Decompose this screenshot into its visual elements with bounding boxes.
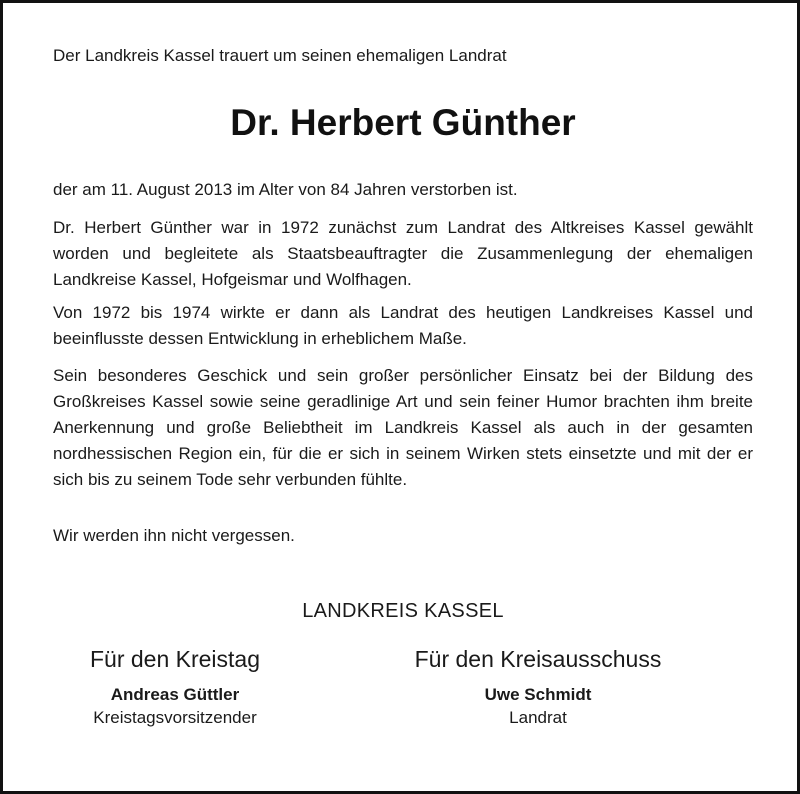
paragraph-tenure: Von 1972 bis 1974 wirkte er dann als Landrat des heutigen Landkreises Kassel und beeinflusste dessen Entwicklung in erheblichem Maße. [53,303,753,348]
signatory-role: Kreistagsvorsitzender [93,708,257,727]
signature-block-kreistag [15,643,335,730]
signature-heading: Für den Kreisausschuss [414,646,662,672]
organization-name: LANDKREIS KASSEL [302,600,504,622]
paragraph-tribute: Sein besonderes Geschick und sein großer persönlicher Einsatz bei der Bildung des Großkreises Kassel sowie seine geradlinige Art und sein feiner Humor brachten ihm breite Anerkennung und große Beliebtheit im Landkreis Kassel als auch in der gesamten nordhessischen Region ein, für die er sich in seinem Wirken stets einsetzte und mit der er sich bis zu seinem Tode sehr verbunden fühlte. [53,366,753,489]
paragraph-election: Dr. Herbert Günther war in 1972 zunächst zum Landrat des Altkreises Kassel gewählt worden und begleitete als Staatsbeauftragter die Zusammenlegung der ehemaligen Landkreise Kassel, Hofgeismar und Wolfhagen. [53,218,753,289]
intro-line: Der Landkreis Kassel trauert um seinen ehemaligen Landrat [53,46,507,65]
paragraph-death-date: der am 11. August 2013 im Alter von 84 Jahren verstorben ist. [53,180,518,199]
signature-heading: Für den Kreistag [89,646,261,672]
signatory-name: Andreas Güttler [110,685,240,704]
signatory-name: Uwe Schmidt [484,685,592,704]
paragraph-closing: Wir werden ihn nicht vergessen. [53,526,295,545]
signature-block-kreisausschuss [378,643,698,730]
deceased-name: Dr. Herbert Günther [230,102,576,143]
signatory-role: Landrat [509,708,567,727]
